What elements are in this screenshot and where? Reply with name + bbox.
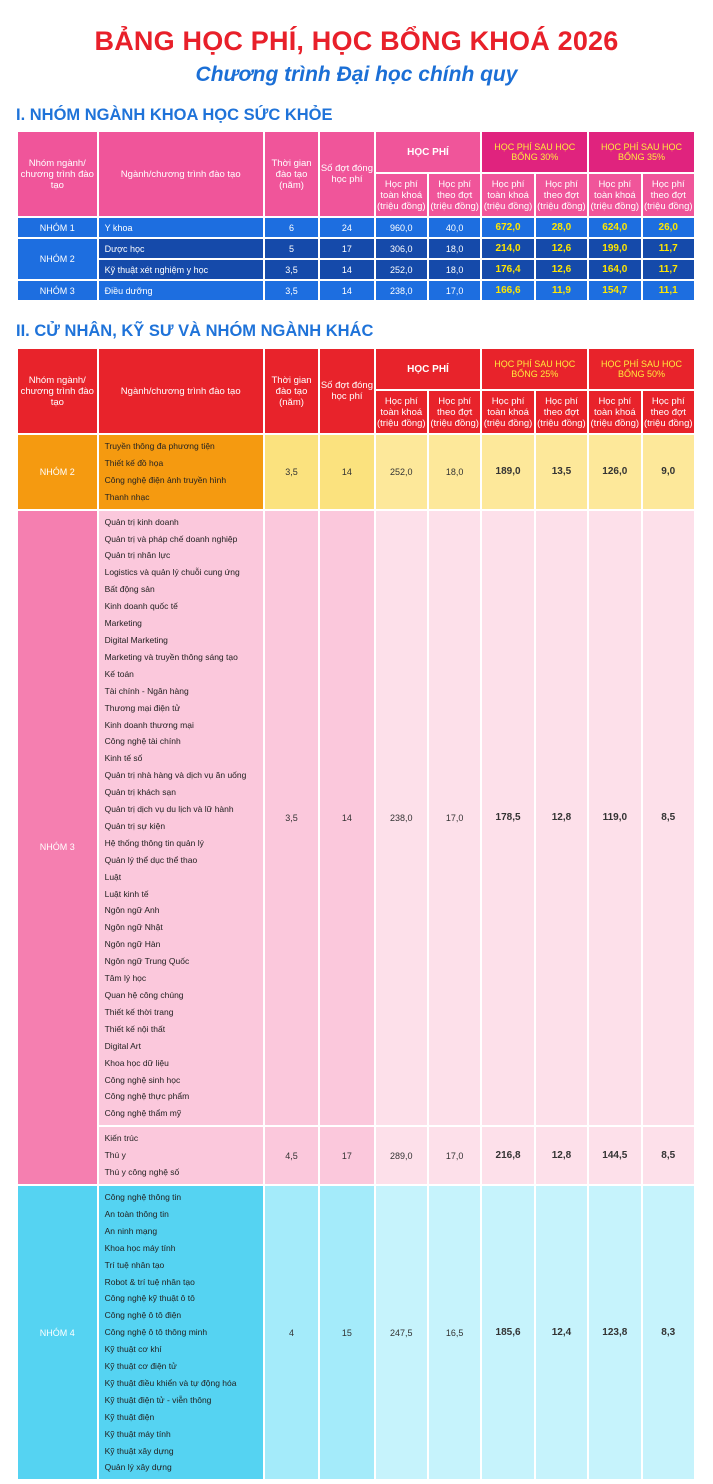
installments-cell: 14	[320, 511, 373, 1126]
program-item: Luật	[104, 871, 122, 882]
program-item: Kế toán	[104, 668, 134, 679]
program-list	[99, 435, 263, 509]
per-cell: 18,0	[429, 239, 480, 258]
full-cell: 238,0	[376, 511, 427, 1126]
program-cell: Kỹ thuật xét nghiệm y học	[99, 260, 263, 279]
a-full-cell: 189,0	[482, 435, 533, 509]
hdr-group: Nhóm ngành/ chương trình đào tạo	[18, 132, 97, 216]
program-item: Công nghệ thẩm mỹ	[104, 1108, 182, 1119]
program-item: Kiến trúc	[104, 1133, 139, 1144]
hdr-scholarship-35: HỌC PHÍ SAU HỌC BỔNG 35%	[589, 132, 694, 172]
program-item: Ngôn ngữ Nhật	[104, 922, 163, 933]
section2-title: II. CỬ NHÂN, KỸ SƯ VÀ NHÓM NGÀNH KHÁC	[16, 322, 374, 340]
duration-cell: 5	[265, 239, 318, 258]
hdr-group: Nhóm ngành/ chương trình đào tạo	[18, 349, 97, 433]
program-item: Quan hệ công chúng	[104, 990, 184, 1000]
program-item: Công nghệ ô tô thông minh	[104, 1327, 208, 1338]
program-item: Công nghệ sinh học	[104, 1074, 181, 1085]
table-row	[18, 1127, 694, 1184]
program-item: Quản trị nhân lực	[104, 550, 171, 561]
per-cell: 40,0	[429, 218, 480, 237]
duration-cell: 3,5	[265, 281, 318, 300]
program-cell: Y khoa	[99, 218, 263, 237]
installments-cell: 14	[320, 435, 373, 509]
hdr-program: Ngành/chương trình đào tạo	[99, 349, 263, 433]
general-tuition-table	[16, 347, 696, 1481]
page-title: BẢNG HỌC PHÍ, HỌC BỔNG KHOÁ 2026	[94, 26, 619, 56]
duration-cell: 4	[265, 1186, 318, 1479]
program-item: Quản trị và pháp chế doanh nghiệp	[104, 533, 238, 544]
b-per-cell: 8,5	[643, 511, 695, 1126]
group-cell: NHÓM 3	[18, 511, 97, 1184]
group-cell: NHÓM 4	[18, 1186, 97, 1479]
program-item: Marketing	[104, 618, 142, 629]
a-per-cell: 12,8	[536, 1127, 587, 1184]
full-cell: 247,5	[376, 1186, 427, 1479]
a-per-cell: 28,0	[536, 218, 587, 237]
program-item: Digital Marketing	[104, 634, 168, 645]
program-item: Công nghệ điện ảnh truyền hình	[104, 474, 227, 485]
installments-cell: 14	[320, 281, 373, 300]
group-cell: NHÓM 1	[18, 218, 97, 237]
program-item: An ninh mạng	[104, 1225, 158, 1236]
program-item: Quản trị dịch vụ du lịch và lữ hành	[104, 804, 234, 815]
full-cell: 306,0	[376, 239, 427, 258]
program-item: Ngôn ngữ Trung Quốc	[104, 956, 190, 967]
b-full-cell: 126,0	[589, 435, 640, 509]
per-cell: 17,0	[429, 511, 480, 1126]
program-cell: Dược học	[99, 239, 263, 258]
program-item: Quản trị khách sạn	[104, 787, 176, 798]
health-tuition-table	[16, 130, 696, 302]
full-cell: 289,0	[376, 1127, 427, 1184]
hdr-scholarship-25: HỌC PHÍ SAU HỌC BỔNG 25%	[482, 349, 587, 389]
program-item: Thú y công nghệ số	[104, 1167, 180, 1178]
program-item: Thiết kế thời trang	[104, 1006, 174, 1017]
hdr-per: Học phí theo đợt (triệu đồng)	[536, 391, 587, 433]
hdr-duration: Thời gian đào tạo (năm)	[265, 132, 318, 216]
a-full-cell: 176,4	[482, 260, 533, 279]
hdr-scholarship-50: HỌC PHÍ SAU HỌC BỔNG 50%	[589, 349, 694, 389]
program-item: Khoa học dữ liệu	[104, 1057, 169, 1068]
table-row	[18, 435, 694, 509]
b-full-cell: 119,0	[589, 511, 640, 1126]
program-item: Kinh tế số	[104, 753, 143, 764]
b-per-cell: 26,0	[643, 218, 695, 237]
a-full-cell: 672,0	[482, 218, 533, 237]
a-per-cell: 11,9	[536, 281, 587, 300]
b-full-cell: 199,0	[589, 239, 640, 258]
hdr-installments: Số đợt đóng học phí	[320, 349, 373, 433]
program-item: Kinh doanh quốc tế	[104, 601, 178, 612]
program-item: Thú y	[104, 1150, 126, 1161]
b-per-cell: 11,7	[643, 239, 695, 258]
table-row	[18, 281, 694, 300]
program-item: Hệ thống thông tin quản lý	[104, 837, 204, 848]
a-full-cell: 214,0	[482, 239, 533, 258]
program-item: Tâm lý học	[104, 973, 147, 984]
hdr-per: Học phí theo đợt (triệu đồng)	[643, 174, 695, 216]
b-full-cell: 154,7	[589, 281, 640, 300]
program-list	[99, 1127, 263, 1184]
program-item: Quản lý thể dục thể thao	[104, 854, 198, 865]
program-item: Thanh nhạc	[104, 491, 150, 502]
program-item: Công nghệ ô tô điện	[104, 1310, 182, 1321]
duration-cell: 4,5	[265, 1127, 318, 1184]
table-row	[18, 239, 694, 258]
program-item: Kỹ thuật điện tử - viễn thông	[104, 1394, 212, 1405]
hdr-per: Học phí theo đợt (triệu đồng)	[429, 174, 480, 216]
program-item: Kỹ thuật điện	[104, 1411, 155, 1422]
program-item: Bất động sản	[104, 584, 155, 595]
installments-cell: 17	[320, 239, 373, 258]
b-per-cell: 11,1	[643, 281, 695, 300]
program-cell: Điều dưỡng	[99, 281, 263, 300]
hdr-full: Học phí toàn khoá (triệu đồng)	[376, 391, 427, 433]
program-item: Quản trị kinh doanh	[104, 516, 179, 527]
per-cell: 17,0	[429, 281, 480, 300]
full-cell: 252,0	[376, 260, 427, 279]
program-item: Công nghệ thông tin	[104, 1191, 182, 1202]
program-item: Tài chính - Ngân hàng	[104, 685, 189, 696]
program-item: Kỹ thuật máy tính	[104, 1428, 171, 1439]
per-cell: 17,0	[429, 1127, 480, 1184]
program-list	[99, 1186, 263, 1479]
program-list	[99, 511, 263, 1126]
program-item: Truyền thông đa phương tiện	[104, 441, 215, 451]
per-cell: 16,5	[429, 1186, 480, 1479]
program-item: Logistics và quản lý chuỗi cung ứng	[104, 567, 240, 578]
hdr-full: Học phí toàn khoá (triệu đồng)	[376, 174, 427, 216]
hdr-program: Ngành/chương trình đào tạo	[99, 132, 263, 216]
installments-cell: 17	[320, 1127, 373, 1184]
hdr-tuition: HỌC PHÍ	[376, 349, 481, 389]
program-item: Công nghệ thực phẩm	[104, 1091, 190, 1102]
a-full-cell: 166,6	[482, 281, 533, 300]
hdr-full: Học phí toàn khoá (triệu đồng)	[589, 391, 640, 433]
hdr-per: Học phí theo đợt (triệu đồng)	[536, 174, 587, 216]
hdr-full: Học phí toàn khoá (triệu đồng)	[482, 174, 533, 216]
b-full-cell: 164,0	[589, 260, 640, 279]
page-subtitle: Chương trình Đại học chính quy	[195, 63, 518, 86]
installments-cell: 14	[320, 260, 373, 279]
table-row	[18, 1186, 694, 1479]
a-per-cell: 12,4	[536, 1186, 587, 1479]
hdr-scholarship-30: HỌC PHÍ SAU HỌC BỔNG 30%	[482, 132, 587, 172]
hdr-tuition: HỌC PHÍ	[376, 132, 481, 172]
program-item: Digital Art	[104, 1040, 141, 1051]
program-item: Quản trị nhà hàng và dịch vụ ăn uống	[104, 770, 247, 781]
b-per-cell: 8,5	[643, 1127, 695, 1184]
hdr-installments: Số đợt đóng học phí	[320, 132, 373, 216]
program-item: Kỹ thuật điều khiển và tự động hóa	[104, 1377, 237, 1388]
b-per-cell: 11,7	[643, 260, 695, 279]
b-full-cell: 624,0	[589, 218, 640, 237]
full-cell: 960,0	[376, 218, 427, 237]
program-item: Kinh doanh thương mại	[104, 719, 194, 730]
program-item: Thương mại điện tử	[104, 702, 181, 713]
program-item: Thiết kế nội thất	[104, 1023, 166, 1034]
b-per-cell: 9,0	[643, 435, 695, 509]
duration-cell: 3,5	[265, 511, 318, 1126]
a-full-cell: 178,5	[482, 511, 533, 1126]
full-cell: 238,0	[376, 281, 427, 300]
hdr-duration: Thời gian đào tạo (năm)	[265, 349, 318, 433]
per-cell: 18,0	[429, 260, 480, 279]
b-full-cell: 144,5	[589, 1127, 640, 1184]
hdr-full: Học phí toàn khoá (triệu đồng)	[482, 391, 533, 433]
hdr-full: Học phí toàn khoá (triệu đồng)	[589, 174, 640, 216]
installments-cell: 24	[320, 218, 373, 237]
program-item: Công nghệ tài chính	[104, 736, 181, 747]
program-item: Kỹ thuật xây dựng	[104, 1445, 174, 1456]
full-cell: 252,0	[376, 435, 427, 509]
a-per-cell: 12,8	[536, 511, 587, 1126]
hdr-per: Học phí theo đợt (triệu đồng)	[643, 391, 695, 433]
program-item: Robot & trí tuệ nhân tạo	[104, 1276, 195, 1287]
table-row	[18, 260, 694, 279]
program-item: Kỹ thuật cơ khí	[104, 1344, 162, 1355]
table-row	[18, 218, 694, 237]
a-per-cell: 12,6	[536, 239, 587, 258]
program-item: Quản lý xây dựng	[104, 1462, 172, 1473]
a-full-cell: 216,8	[482, 1127, 533, 1184]
program-item: An toàn thông tin	[104, 1208, 169, 1219]
a-per-cell: 12,6	[536, 260, 587, 279]
per-cell: 18,0	[429, 435, 480, 509]
program-item: Khoa học máy tính	[104, 1242, 176, 1253]
duration-cell: 6	[265, 218, 318, 237]
program-item: Công nghệ kỹ thuật ô tô	[104, 1293, 195, 1304]
program-item: Trí tuệ nhân tạo	[104, 1259, 165, 1270]
section1-title: I. NHÓM NGÀNH KHOA HỌC SỨC KHỎE	[16, 106, 333, 124]
b-per-cell: 8,3	[643, 1186, 695, 1479]
group-cell: NHÓM 3	[18, 281, 97, 300]
a-per-cell: 13,5	[536, 435, 587, 509]
hdr-per: Học phí theo đợt (triệu đồng)	[429, 391, 480, 433]
program-item: Thiết kế đồ họa	[104, 457, 164, 468]
group-cell: NHÓM 2	[18, 435, 97, 509]
program-item: Luật kinh tế	[104, 888, 149, 899]
program-item: Ngôn ngữ Hàn	[104, 939, 161, 950]
program-item: Ngôn ngữ Anh	[104, 905, 160, 916]
installments-cell: 15	[320, 1186, 373, 1479]
program-item: Marketing và truyền thông sáng tạo	[104, 651, 238, 662]
a-full-cell: 185,6	[482, 1186, 533, 1479]
duration-cell: 3,5	[265, 260, 318, 279]
program-item: Quản trị sự kiện	[104, 820, 166, 831]
duration-cell: 3,5	[265, 435, 318, 509]
b-full-cell: 123,8	[589, 1186, 640, 1479]
table-row	[18, 511, 694, 1126]
group-cell: NHÓM 2	[18, 239, 97, 279]
program-item: Kỹ thuật cơ điện tử	[104, 1361, 177, 1372]
